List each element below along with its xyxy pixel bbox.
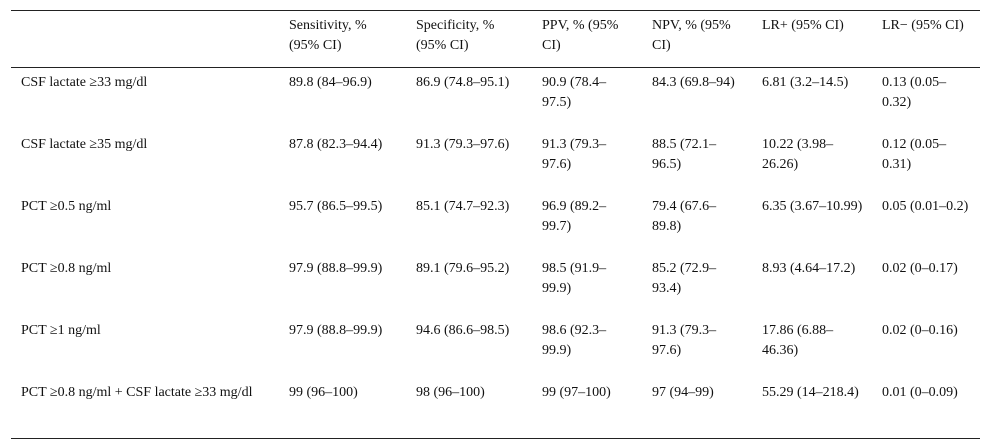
table-cell: 97.9 (88.8–99.9) xyxy=(289,322,383,338)
table-cell: 86.9 (74.8–95.1) xyxy=(416,75,510,90)
header-cell: PPV, % (95% CI) xyxy=(542,18,619,53)
table-cell: 97.9 (88.8–99.9) xyxy=(289,260,383,276)
row-label: PCT ≥0.5 ng/ml xyxy=(21,198,112,214)
header-cell: Specificity, % (95% CI) xyxy=(416,18,495,53)
table-cell: 10.22 (3.98–26.26) xyxy=(762,136,834,172)
table-row xyxy=(11,254,980,316)
header-cell: NPV, % (95% CI) xyxy=(652,18,731,53)
table-cell: 84.3 (69.8–94) xyxy=(652,75,735,90)
table-cell: 17.86 (6.88–46.36) xyxy=(762,322,834,358)
table-cell: 87.8 (82.3–94.4) xyxy=(289,136,383,152)
table-cell: 99 (96–100) xyxy=(289,384,358,400)
table-cell: 88.5 (72.1–96.5) xyxy=(652,136,717,172)
table-cell: 89.8 (84–96.9) xyxy=(289,75,372,90)
row-label: PCT ≥0.8 ng/ml + CSF lactate ≥33 mg/dl xyxy=(21,384,253,400)
table-cell: 0.02 (0–0.16) xyxy=(882,322,958,338)
table-cell: 0.02 (0–0.17) xyxy=(882,260,958,276)
table-row xyxy=(11,316,980,378)
table-cell: 6.35 (3.67–10.99) xyxy=(762,198,863,214)
diagnostic-accuracy-table-wrapper xyxy=(11,10,980,439)
table-row xyxy=(11,378,980,439)
row-label: PCT ≥0.8 ng/ml xyxy=(21,260,112,276)
table-cell: 96.9 (89.2–99.7) xyxy=(542,198,607,234)
row-label: CSF lactate ≥35 mg/dl xyxy=(21,136,148,152)
table-cell: 85.1 (74.7–92.3) xyxy=(416,198,510,214)
diagnostic-accuracy-table xyxy=(11,10,980,439)
table-cell: 89.1 (79.6–95.2) xyxy=(416,260,510,276)
table-cell: 0.12 (0.05–0.31) xyxy=(882,136,947,172)
table-cell: 91.3 (79.3–97.6) xyxy=(652,322,717,358)
header-cell: Sensitivity, % (95% CI) xyxy=(289,18,367,53)
row-label: CSF lactate ≥33 mg/dl xyxy=(21,75,148,90)
table-cell: 0.05 (0.01–0.2) xyxy=(882,198,969,214)
header-cell: LR+ (95% CI) xyxy=(762,18,844,33)
header-row xyxy=(11,11,980,68)
table-cell: 94.6 (86.6–98.5) xyxy=(416,322,510,338)
table-cell: 0.13 (0.05–0.32) xyxy=(882,75,947,110)
table-cell: 0.01 (0–0.09) xyxy=(882,384,958,400)
header-cell xyxy=(11,11,279,68)
row-label: PCT ≥1 ng/ml xyxy=(21,322,101,338)
table-cell: 79.4 (67.6–89.8) xyxy=(652,198,717,234)
header-cell: LR− (95% CI) xyxy=(882,18,964,33)
table-cell: 6.81 (3.2–14.5) xyxy=(762,75,849,90)
table-cell: 97 (94–99) xyxy=(652,384,714,400)
table-cell: 95.7 (86.5–99.5) xyxy=(289,198,383,214)
table-row xyxy=(11,68,980,130)
table-cell: 55.29 (14–218.4) xyxy=(762,384,859,400)
table-cell: 91.3 (79.3–97.6) xyxy=(416,136,510,152)
table-cell: 8.93 (4.64–17.2) xyxy=(762,260,856,276)
table-cell: 98.5 (91.9–99.9) xyxy=(542,260,607,296)
table-row xyxy=(11,192,980,254)
table-cell: 98 (96–100) xyxy=(416,384,485,400)
table-cell: 85.2 (72.9–93.4) xyxy=(652,260,717,296)
table-row xyxy=(11,130,980,192)
table-cell: 90.9 (78.4–97.5) xyxy=(542,75,607,110)
table-cell: 91.3 (79.3–97.6) xyxy=(542,136,607,172)
table-cell: 98.6 (92.3–99.9) xyxy=(542,322,607,358)
table-cell: 99 (97–100) xyxy=(542,384,611,400)
